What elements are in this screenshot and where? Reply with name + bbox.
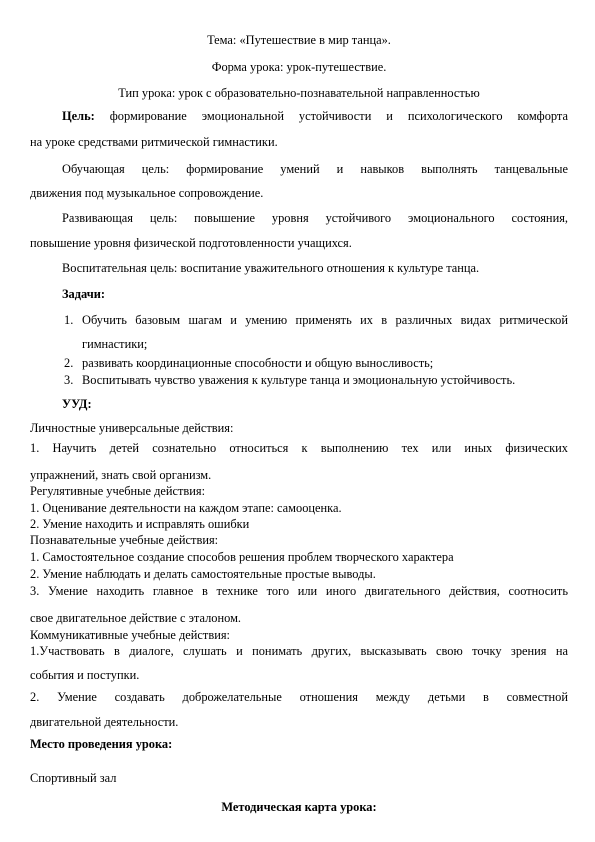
goal-label: Цель:	[62, 109, 95, 123]
personal-item-1-line-2: упражнений, знать свой организм.	[30, 468, 212, 482]
cognitive-item-2: 2. Умение наблюдать и делать самостоятельные простые выводы.	[30, 567, 376, 581]
communicative-actions-title: Коммуникативные учебные действия:	[30, 628, 230, 642]
teaching-goal-line-1: Обучающая цель: формирование умений и навыков выполнять танцевальные	[62, 162, 568, 176]
personal-actions-title: Личностные универсальные действия:	[30, 421, 234, 435]
task-item-2-text: развивать координационные способности и общую выносливость;	[82, 356, 434, 370]
venue-value: Спортивный зал	[30, 771, 117, 785]
lesson-form: Форма урока: урок-путешествие.	[211, 60, 387, 74]
cognitive-item-1: 1. Самостоятельное создание способов решения проблем творческого характера	[30, 550, 454, 564]
regulatory-item-1: 1. Оценивание деятельности на каждом этапе: самооценка.	[30, 501, 342, 515]
lesson-type: Тип урока: урок с образовательно-познавательной направленностью	[118, 86, 480, 100]
teaching-goal-line-2: движения под музыкальное сопровождение.	[30, 186, 264, 200]
goal-line-1	[62, 109, 568, 123]
cognitive-item-3-line-2: свое двигательное действие с эталоном.	[30, 611, 242, 625]
task-item-3-text: Воспитывать чувство уважения к культуре танца и эмоциональную устойчивость.	[82, 373, 516, 387]
goal-line-2: на уроке средствами ритмической гимнастики.	[30, 135, 278, 149]
communicative-item-2-line-2: двигательной деятельности.	[30, 715, 179, 729]
task-item-3-number: 3.	[64, 373, 74, 387]
goal-text: формирование эмоциональной устойчивости и психологического комфорта	[109, 109, 568, 123]
task-item-1-number: 1.	[64, 313, 74, 327]
lesson-topic: Тема: «Путешествие в мир танца».	[207, 33, 391, 47]
developing-goal-line-2: повышение уровня физической подготовленности учащихся.	[30, 236, 352, 250]
task-item-1-line-1: Обучить базовым шагам и умению применять их в различных видах ритмической	[82, 313, 568, 327]
uud-heading: УУД:	[62, 397, 92, 411]
communicative-item-2-line-1: 2. Умение создавать доброжелательные отношения между детьми в совместной	[30, 690, 568, 704]
method-card-heading: Методическая карта урока:	[221, 800, 377, 814]
venue-heading: Место проведения урока:	[30, 737, 173, 751]
communicative-item-1-line-2: события и поступки.	[30, 668, 140, 682]
task-item-2-number: 2.	[64, 356, 74, 370]
educational-goal: Воспитательная цель: воспитание уважительного отношения к культуре танца.	[62, 261, 480, 275]
developing-goal-line-1: Развивающая цель: повышение уровня устойчивого эмоционального состояния,	[62, 211, 568, 225]
task-item-1-line-2: гимнастики;	[82, 337, 148, 351]
regulatory-item-2: 2. Умение находить и исправлять ошибки	[30, 517, 250, 531]
cognitive-item-3-line-1: 3. Умение находить главное в технике того или иного двигательного действия, соотносить	[30, 584, 568, 598]
cognitive-actions-title: Познавательные учебные действия:	[30, 533, 219, 547]
tasks-heading: Задачи:	[62, 287, 105, 301]
personal-item-1-line-1: 1. Научить детей сознательно относиться к выполнению тех или иных физических	[30, 441, 568, 455]
regulatory-actions-title: Регулятивные учебные действия:	[30, 484, 206, 498]
communicative-item-1-line-1: 1.Участвовать в диалоге, слушать и понимать других, высказывать свою точку зрения на	[30, 644, 568, 658]
